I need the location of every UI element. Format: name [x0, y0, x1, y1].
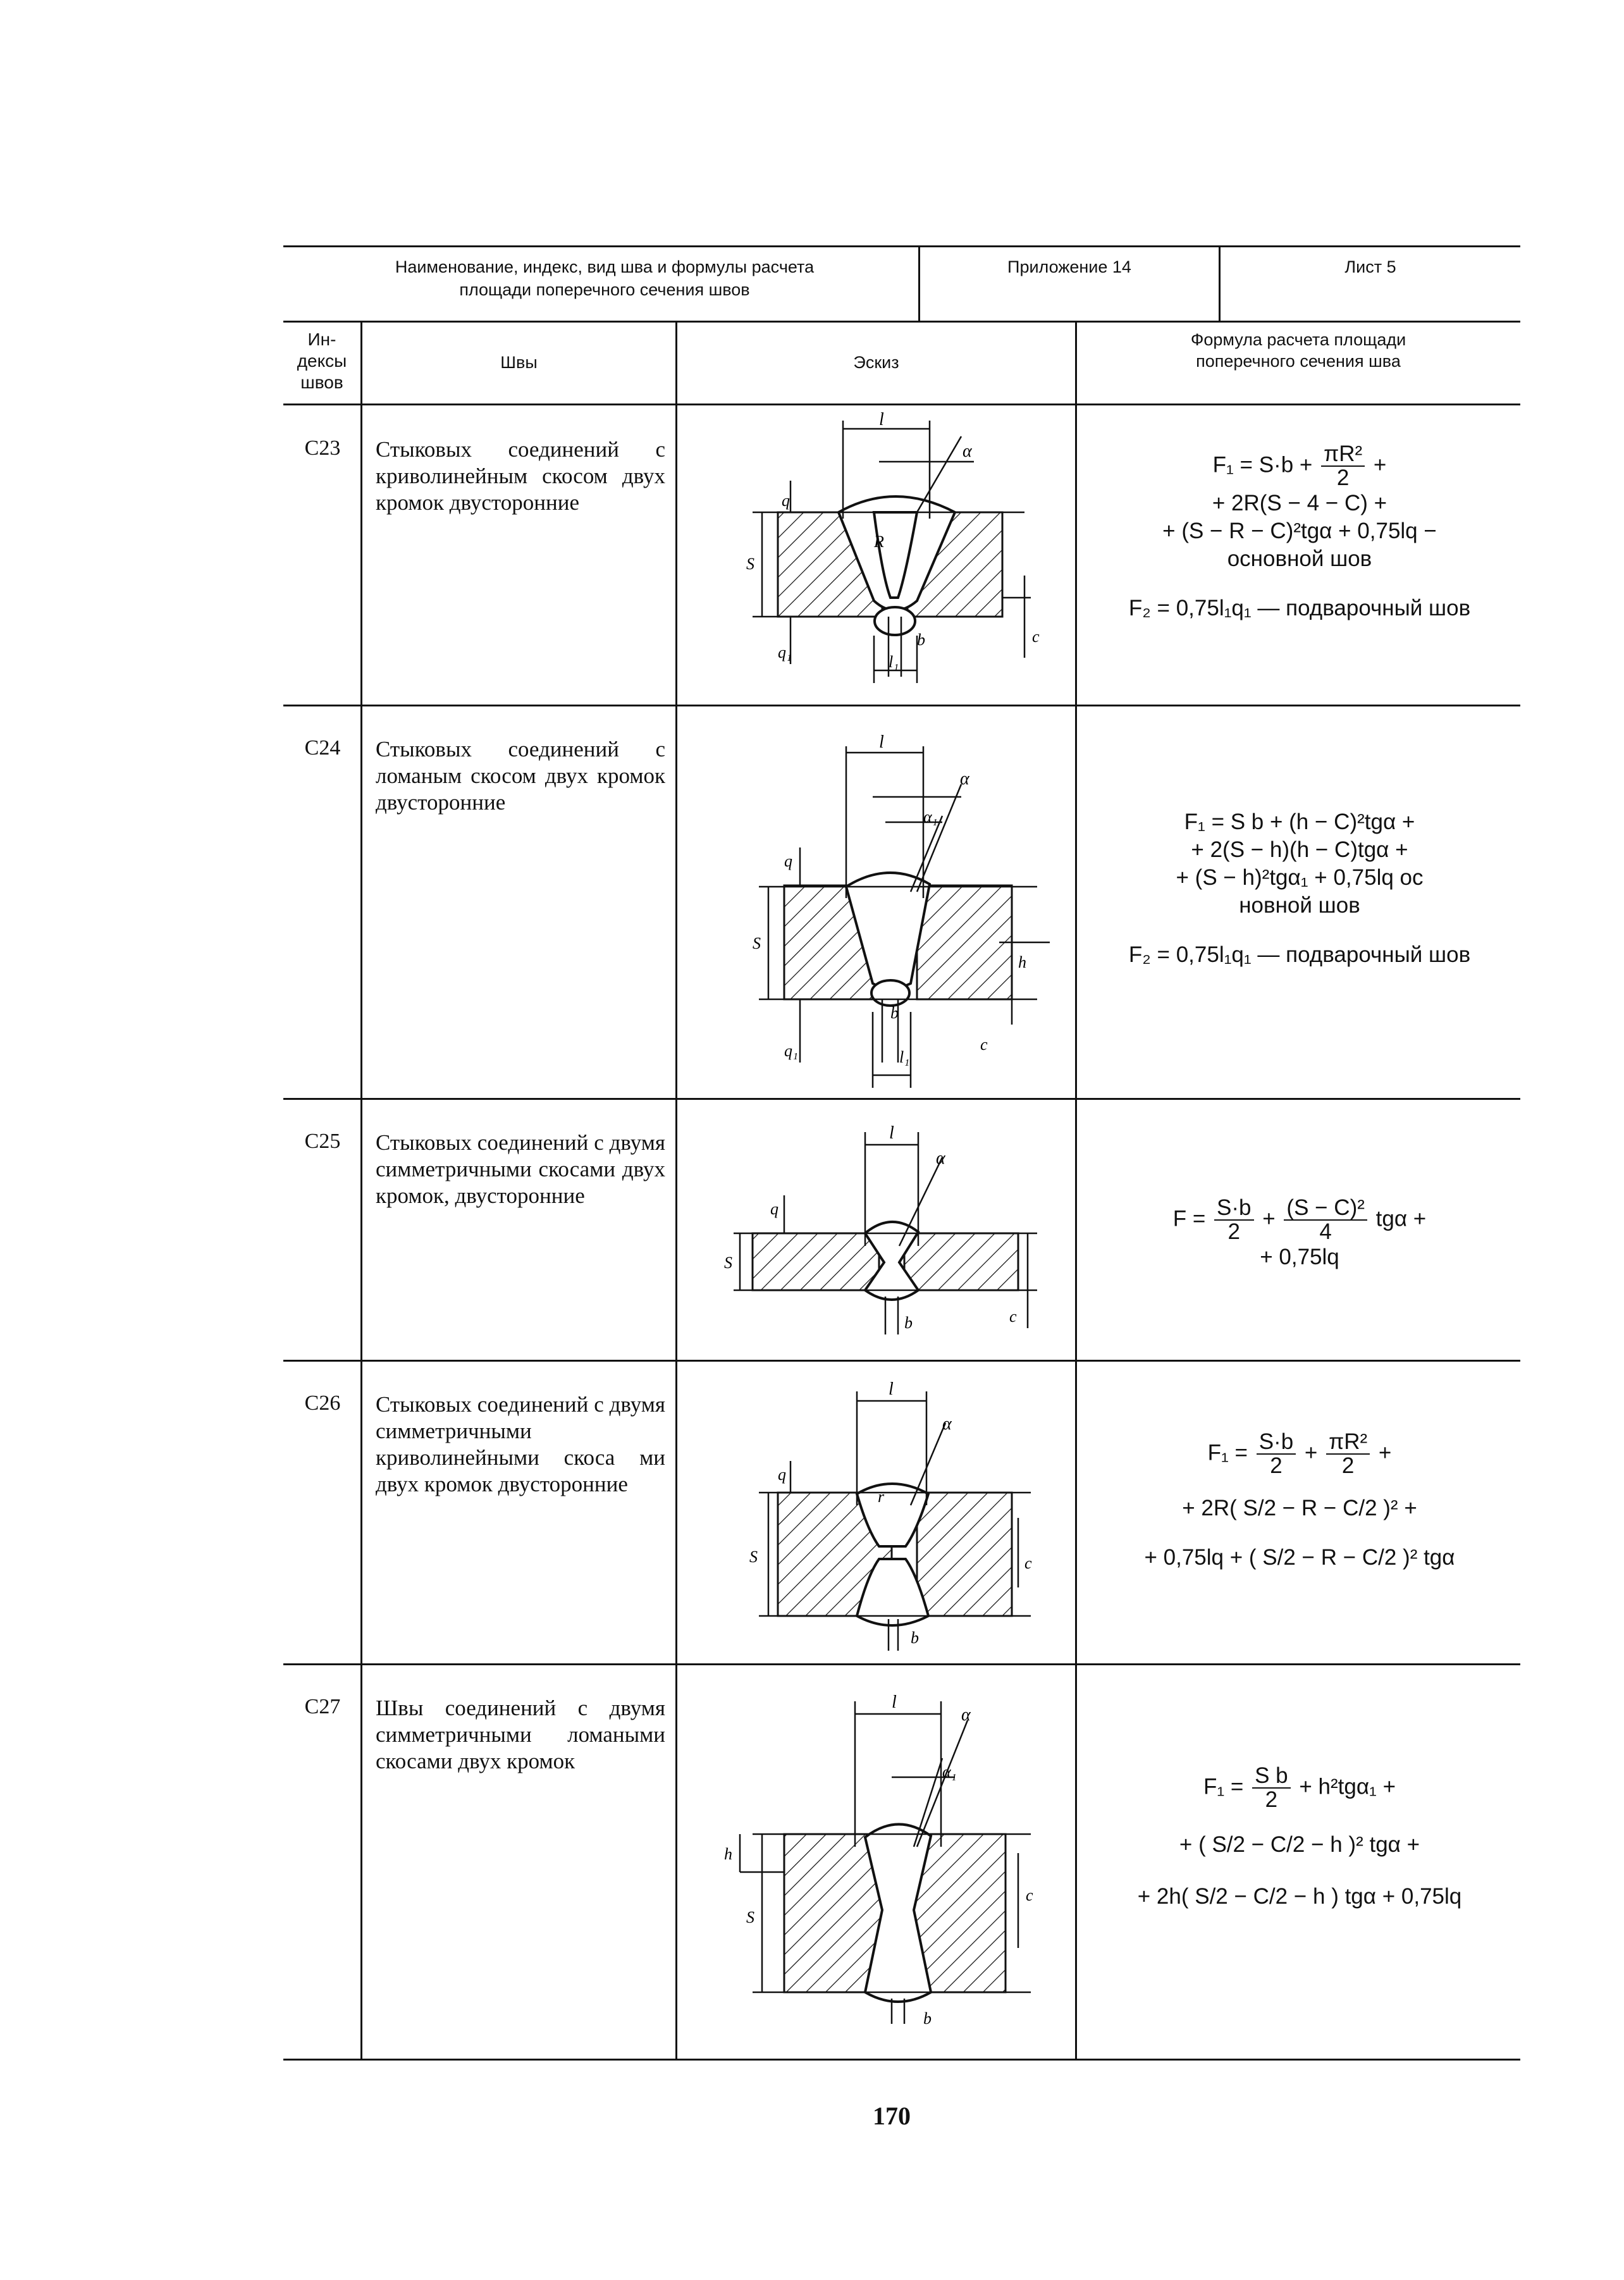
page-number: 170: [873, 2102, 911, 2130]
c27-label-alpha1: α₁: [942, 1763, 957, 1781]
sketch-c26: [727, 1379, 1056, 1657]
row-divider-1: [283, 705, 1520, 706]
formula-fraction-2: [1284, 1197, 1367, 1243]
formula-c25: [1081, 1197, 1518, 1271]
header-title: [291, 256, 918, 301]
formula-plus: +: [1262, 1206, 1276, 1231]
formula-line1: F₁ = S b + (h − C)²tgα +: [1184, 810, 1415, 834]
fraction-den: 2: [1336, 465, 1350, 490]
index-header-l3: швов: [300, 373, 343, 392]
c26-label-s: S: [749, 1548, 758, 1566]
formula-header-l1: Формула расчета площади: [1190, 330, 1406, 349]
c24-label-c: c: [980, 1035, 988, 1054]
formula-fraction-1: [1214, 1197, 1253, 1243]
fraction-den: 2: [1270, 1453, 1283, 1478]
sketch-c25: [715, 1119, 1056, 1347]
c25-label-b: b: [904, 1314, 913, 1332]
formula-line2: + 0,75lq: [1260, 1245, 1339, 1269]
c23-label-l: l: [879, 411, 884, 429]
index-header-l1: Ин-: [307, 330, 336, 349]
header-appendix: Приложение 14: [1007, 257, 1131, 276]
formula-c24: [1081, 808, 1518, 969]
column-header-sketch: Эскиз: [853, 353, 899, 372]
header-divider: [283, 321, 1520, 323]
c25-label-s: S: [724, 1254, 732, 1272]
sketch-c24: [721, 734, 1056, 1088]
formula-line2: + 2R( S/2 − R − C/2 )² +: [1182, 1496, 1417, 1520]
c24-label-q: q: [784, 852, 792, 870]
c23-label-s: S: [746, 555, 754, 573]
column-header-seams: Швы: [500, 353, 538, 372]
sketch-c23: [727, 411, 1056, 689]
c25-label-c: c: [1009, 1307, 1017, 1326]
formula-header-l2: поперечного сечения шва: [1196, 352, 1401, 371]
formula-line1: [1081, 443, 1518, 490]
formula-fraction-2: [1326, 1431, 1370, 1477]
row-index: С27: [304, 1695, 341, 1718]
formula-prefix: F₁ =: [1207, 1440, 1248, 1465]
c25-label-q: q: [770, 1200, 778, 1218]
formula-line3: + 0,75lq + ( S/2 − R − C/2 )² tgα: [1144, 1545, 1455, 1570]
formula-c26: [1081, 1431, 1518, 1576]
col-line-index: [360, 321, 362, 2059]
formula-prefix: F₁ = S·b +: [1212, 452, 1313, 478]
bottom-border: [283, 2059, 1520, 2061]
top-border: [283, 245, 1520, 247]
c23-label-c: c: [1032, 627, 1040, 646]
c24-label-s: S: [753, 934, 761, 952]
formula-line5: F₂ = 0,75l₁q₁ — подварочный шов: [1128, 596, 1471, 620]
formula-line1: [1081, 1765, 1518, 1811]
formula-line1: [1081, 1197, 1518, 1243]
c25-label-l: l: [889, 1123, 894, 1143]
c26-label-b: b: [911, 1629, 919, 1647]
row-description: Стыковых соединений с криволинейным скосом двух кромок двусторонние: [376, 437, 665, 515]
fraction-den: 4: [1319, 1219, 1332, 1244]
c23-label-q: q: [782, 491, 790, 510]
c26-label-alpha: α: [942, 1414, 952, 1434]
c25-dimensions: [734, 1132, 1037, 1334]
c23-label-r: R: [874, 533, 884, 551]
row-divider-3: [283, 1360, 1520, 1362]
formula-plus: +: [1304, 1440, 1318, 1465]
formula-line4: новной шов: [1239, 893, 1360, 918]
c24-label-h: h: [1018, 953, 1026, 971]
c24-label-alpha: α: [960, 769, 969, 789]
c23-label-b: b: [917, 631, 925, 649]
c27-label-b: b: [923, 2009, 932, 2028]
header-title-line1: Наименование, индекс, вид шва и формулы расчета: [395, 257, 815, 276]
row-index: С24: [304, 736, 341, 760]
row-index: С23: [304, 436, 341, 460]
formula-prefix: F =: [1172, 1206, 1206, 1231]
formula-suffix: +: [1373, 452, 1387, 478]
formula-line3: + (S − h)²tgα₁ + 0,75lq ос: [1176, 865, 1424, 890]
column-header-divider: [283, 404, 1520, 405]
fraction-num: πR²: [1326, 1431, 1370, 1455]
header-title-line2: площади поперечного сечения швов: [459, 280, 750, 299]
formula-fraction: [1321, 443, 1365, 490]
c26-label-l: l: [889, 1379, 894, 1399]
fraction-num: (S − C)²: [1284, 1197, 1367, 1221]
formula-prefix: F₁ =: [1203, 1774, 1244, 1799]
c24-label-l: l: [879, 734, 884, 752]
formula-line3: + 2h( S/2 − C/2 − h ) tgα + 0,75lq: [1137, 1884, 1462, 1909]
row-description: Швы соединений с двумя симметричными ломаными скосами двух кромок: [376, 1696, 665, 1773]
row-description: Стыковых соединений с двумя симметричными скосами двух кромок, двусторонние: [376, 1130, 665, 1208]
header-sheet: Лист 5: [1344, 257, 1396, 276]
c27-label-c: c: [1026, 1886, 1033, 1904]
c24-label-q1: q₁: [784, 1042, 799, 1060]
column-header-formula: [1077, 329, 1520, 372]
formula-line5: F₂ = 0,75l₁q₁ — подварочный шов: [1128, 942, 1471, 967]
col-line-seams: [675, 321, 677, 2059]
c25-label-alpha: α: [936, 1149, 945, 1168]
row-divider-4: [283, 1663, 1520, 1665]
c23-label-l1: l₁: [889, 653, 899, 671]
fraction-den: 2: [1265, 1787, 1278, 1812]
col-line-sketch: [1075, 321, 1077, 2059]
formula-line3: + (S − R − C)²tgα + 0,75lq −: [1162, 519, 1437, 543]
c26-label-r: r: [878, 1488, 885, 1506]
row-divider-2: [283, 1098, 1520, 1100]
formula-line4: основной шов: [1227, 546, 1372, 571]
formula-c27: [1081, 1765, 1518, 1915]
c27-label-s: S: [746, 1908, 754, 1926]
row-description: Стыковых соединений с двумя симметричными криволинейными скоса ми двух кромок двусторонние: [376, 1392, 665, 1496]
formula-suffix: tgα +: [1375, 1206, 1427, 1231]
formula-line2: + 2(S − h)(h − C)tgα +: [1191, 837, 1408, 862]
row-index: С26: [304, 1391, 341, 1415]
fraction-num: πR²: [1321, 443, 1365, 467]
formula-fraction-1: [1257, 1431, 1296, 1477]
c24-label-b: b: [890, 1004, 899, 1022]
fraction-den: 2: [1341, 1453, 1355, 1478]
row-index: С25: [304, 1130, 341, 1153]
formula-suffix: + h²tgα₁ +: [1299, 1774, 1396, 1799]
c27-label-alpha: α: [961, 1705, 971, 1725]
index-header-l2: дексы: [297, 351, 347, 371]
c26-label-q: q: [778, 1465, 786, 1484]
fraction-num: S·b: [1214, 1197, 1253, 1221]
formula-suffix: +: [1378, 1440, 1392, 1465]
row-description: Стыковых соединений с ломаным скосом двух кромок двусторонние: [376, 737, 665, 815]
fraction-num: S·b: [1257, 1431, 1296, 1455]
c23-label-alpha: α: [963, 441, 972, 461]
formula-fraction-1: [1252, 1765, 1291, 1811]
c27-label-l: l: [892, 1692, 897, 1712]
formula-c23: [1081, 443, 1518, 622]
c24-label-alpha1: α₁: [923, 808, 938, 826]
c24-label-l1: l₁: [899, 1048, 910, 1066]
formula-line2: + 2R(S − 4 − C) +: [1212, 491, 1387, 515]
fraction-den: 2: [1227, 1219, 1240, 1244]
formula-line1: [1081, 1431, 1518, 1477]
formula-line2: + ( S/2 − C/2 − h )² tgα +: [1179, 1832, 1420, 1857]
sketch-c27: [702, 1682, 1056, 2037]
column-header-index: [283, 329, 360, 393]
c27-label-h: h: [724, 1845, 732, 1863]
c23-label-q1: q₁: [778, 643, 792, 662]
c26-label-c: c: [1024, 1554, 1032, 1572]
fraction-num: S b: [1252, 1765, 1291, 1789]
